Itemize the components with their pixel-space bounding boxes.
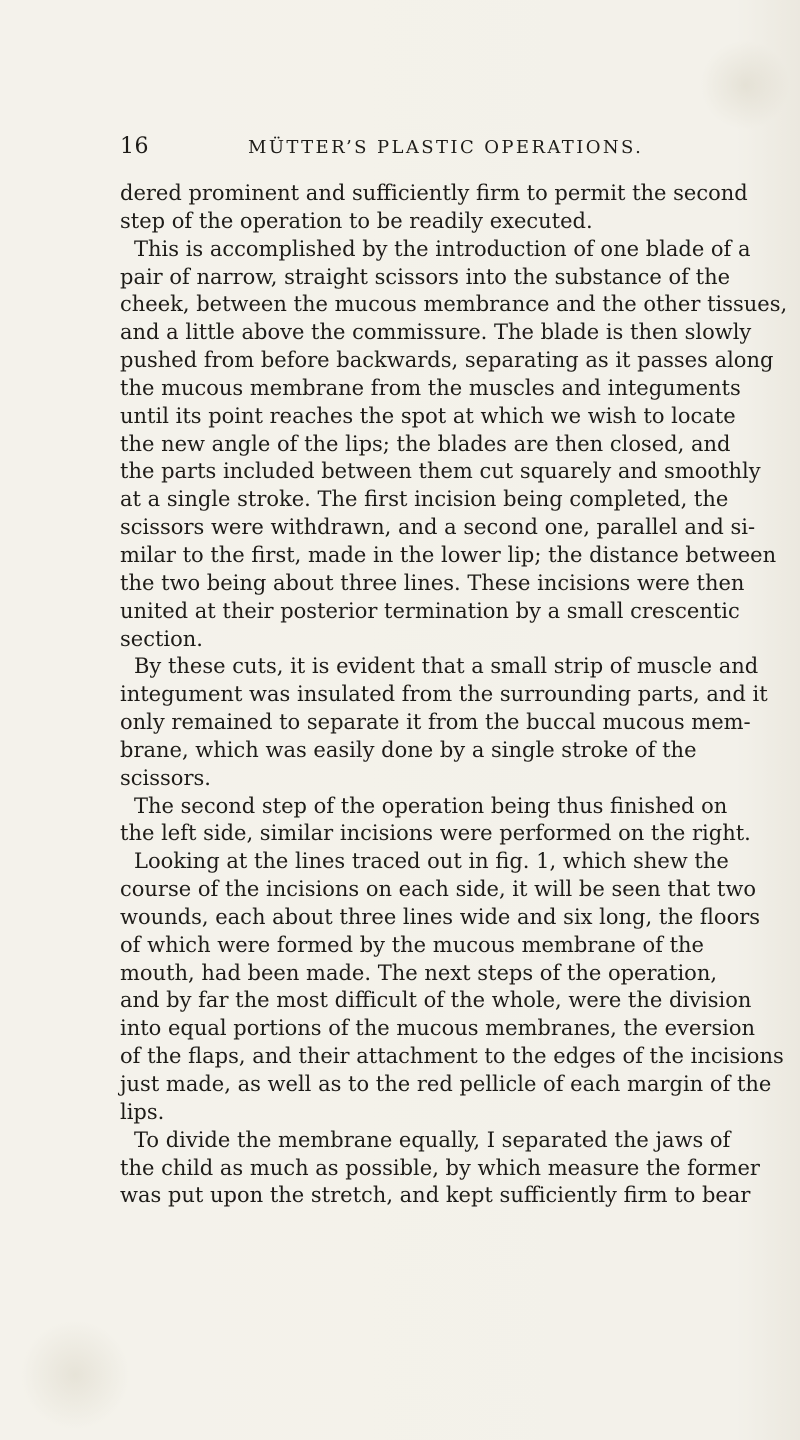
text-line: into equal portions of the mucous membranes, the eversion <box>120 1016 756 1041</box>
page-header <box>120 134 700 164</box>
text-line: the new angle of the lips; the blades are then closed, and <box>120 431 731 456</box>
text-line: dered prominent and sufficiently firm to permit the second <box>120 181 748 205</box>
text-line: mouth, had been made. The next steps of the operation, <box>120 960 718 985</box>
paper-stain <box>20 1320 130 1430</box>
text-line: of which were formed by the mucous membrane of the <box>120 932 704 957</box>
text-line: By these cuts, it is evident that a small strip of muscle and <box>134 654 759 679</box>
text-line: united at their posterior termination by a small crescentic <box>120 598 740 623</box>
text-line: This is accomplished by the introduction of one blade of a <box>134 236 751 261</box>
text-line: brane, which was easily done by a single stroke of the <box>120 737 697 762</box>
text-line: the two being about three lines. These incisions were then <box>120 570 745 595</box>
text-line: only remained to separate it from the buccal mucous mem- <box>120 710 751 735</box>
text-line: The second step of the operation being thus finished on <box>134 793 728 818</box>
text-line: cheek, between the mucous membrance and the other tissues, <box>120 292 788 317</box>
page-number: 16 <box>120 134 149 159</box>
text-line: of the flaps, and their attachment to the edges of the incisions <box>120 1044 784 1069</box>
text-line: step of the operation to be readily executed. <box>120 208 593 233</box>
text-line: Looking at the lines traced out in fig. 1, which shew the <box>134 849 729 874</box>
text-line: milar to the first, made in the lower lip; the distance between <box>120 542 777 567</box>
text-line: pushed from before backwards, separating as it passes along <box>120 348 774 373</box>
text-line: and by far the most difficult of the whole, were the division <box>120 988 752 1013</box>
text-line: the mucous membrane from the muscles and integuments <box>120 375 741 400</box>
body-text <box>120 180 788 1210</box>
text-line: was put upon the stretch, and kept sufficiently firm to bear <box>120 1183 751 1208</box>
text-line: lips. <box>120 1099 165 1124</box>
text-line: until its point reaches the spot at which we wish to locate <box>120 403 736 428</box>
paper-stain <box>700 40 790 130</box>
text-line: course of the incisions on each side, it will be seen that two <box>120 877 756 902</box>
text-line: pair of narrow, straight scissors into the substance of the <box>120 264 731 289</box>
text-line: scissors were withdrawn, and a second one, parallel and si- <box>120 515 756 540</box>
text-line: at a single stroke. The first incision being completed, the <box>120 487 729 512</box>
text-line: To divide the membrane equally, I separated the jaws of <box>134 1127 731 1152</box>
text-line: wounds, each about three lines wide and six long, the floors <box>120 904 761 929</box>
text-line: the child as much as possible, by which measure the former <box>120 1155 760 1180</box>
text-line: and a little above the commissure. The blade is then slowly <box>120 320 752 345</box>
running-head: MÜTTER’S PLASTIC OPERATIONS. <box>248 137 644 158</box>
text-line: the left side, similar incisions were performed on the right. <box>120 821 751 846</box>
text-line: integument was insulated from the surrounding parts, and it <box>120 682 768 707</box>
text-line: the parts included between them cut squarely and smoothly <box>120 459 761 484</box>
text-line: just made, as well as to the red pellicle of each margin of the <box>120 1072 772 1096</box>
text-line: section. <box>120 626 203 651</box>
text-line: scissors. <box>120 765 211 790</box>
